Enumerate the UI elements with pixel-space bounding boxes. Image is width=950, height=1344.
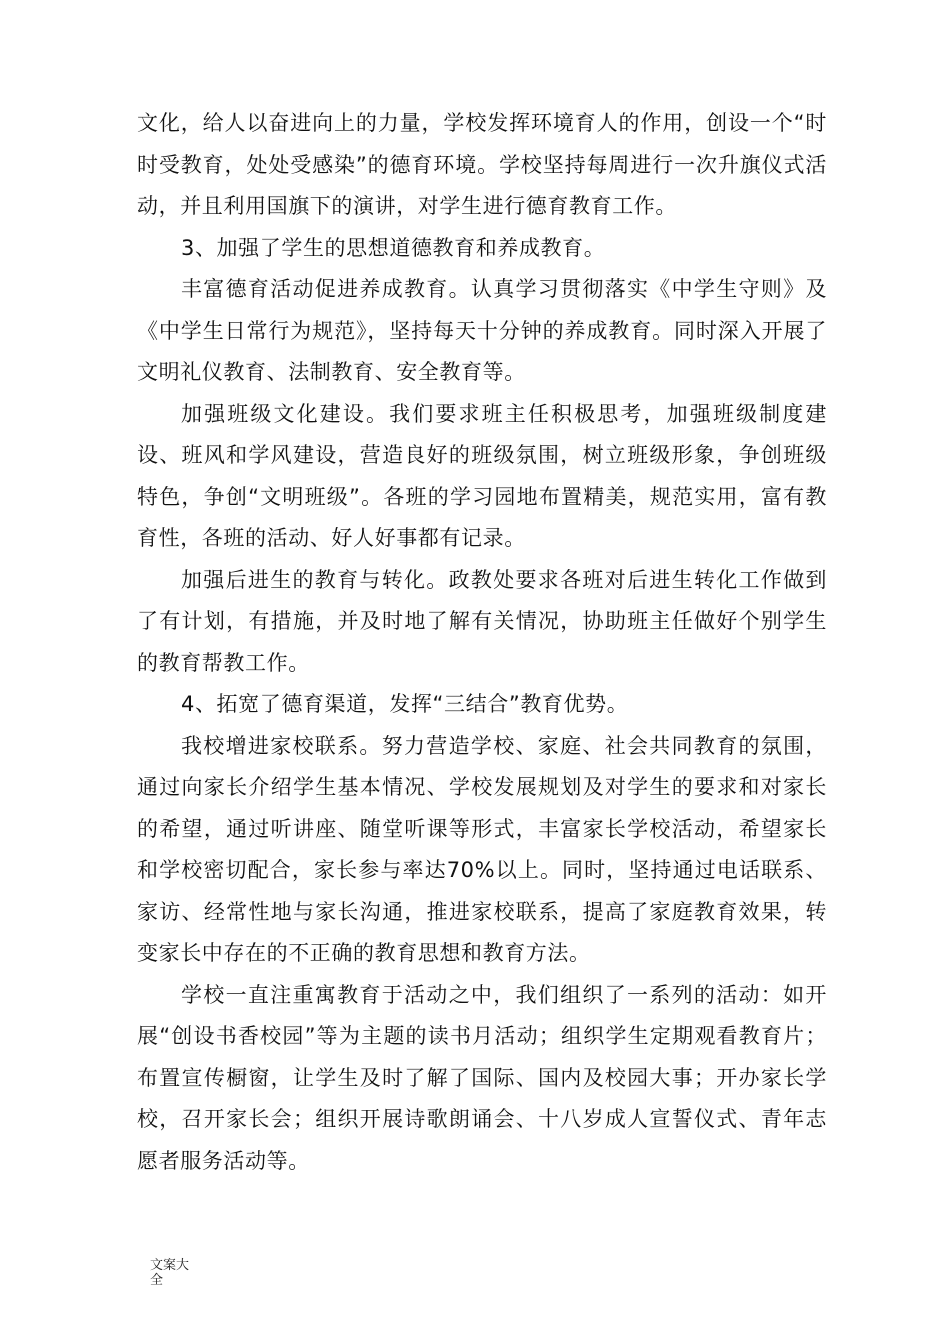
section-heading-4: 4、拓宽了德育渠道，发挥“三结合”教育优势。 xyxy=(181,692,629,716)
footer-label: 文案大全 xyxy=(150,1258,190,1288)
paragraph-underachievers: 加强后进生的教育与转化。政教处要求各班对后进生转化工作做到了有计划，有措施，并及时地了解有关情况，协助班主任做好个别学生的教育帮教工作。 xyxy=(137,567,827,675)
document-body xyxy=(137,103,827,1182)
paragraph-home-school: 我校增进家校联系。努力营造学校、家庭、社会共同教育的氛围，通过向家长介绍学生基本情况、学校发展规划及对学生的要求和对家长的希望，通过听讲座、随堂听课等形式，丰富家长学校活动，希望家长和学校密切配合，家长参与率达70%以上。同时，坚持通过电话联系、家访、经常性地与家长沟通，推进家校联系，提高了家庭教育效果，转变家长中存在的不正确的教育思想和教育方法。 xyxy=(137,733,827,965)
paragraph-continuation: 文化，给人以奋进向上的力量，学校发挥环境育人的作用，创设一个“时时受教育，处处受感染”的德育环境。学校坚持每周进行一次升旗仪式活动，并且利用国旗下的演讲，对学生进行德育教育工作。 xyxy=(137,111,827,218)
paragraph-habit-education: 丰富德育活动促进养成教育。认真学习贯彻落实《中学生守则》及《中学生日常行为规范》，坚持每天十分钟的养成教育。同时深入开展了文明礼仪教育、法制教育、安全教育等。 xyxy=(137,277,827,384)
paragraph-activities: 学校一直注重寓教育于活动之中，我们组织了一系列的活动：如开展“创设书香校园”等为主题的读书月活动；组织学生定期观看教育片；布置宣传橱窗，让学生及时了解了国际、国内及校园大事；开办家长学校，召开家长会；组织开展诗歌朗诵会、十八岁成人宣誓仪式、青年志愿者服务活动等。 xyxy=(137,982,827,1173)
section-heading-3: 3、加强了学生的思想道德教育和养成教育。 xyxy=(181,235,606,260)
paragraph-class-culture: 加强班级文化建设。我们要求班主任积极思考，加强班级制度建设、班风和学风建设，营造良好的班级氛围，树立班级形象，争创班级特色，争创“文明班级”。各班的学习园地布置精美，规范实用，富有教育性，各班的活动、好人好事都有记录。 xyxy=(137,401,827,550)
